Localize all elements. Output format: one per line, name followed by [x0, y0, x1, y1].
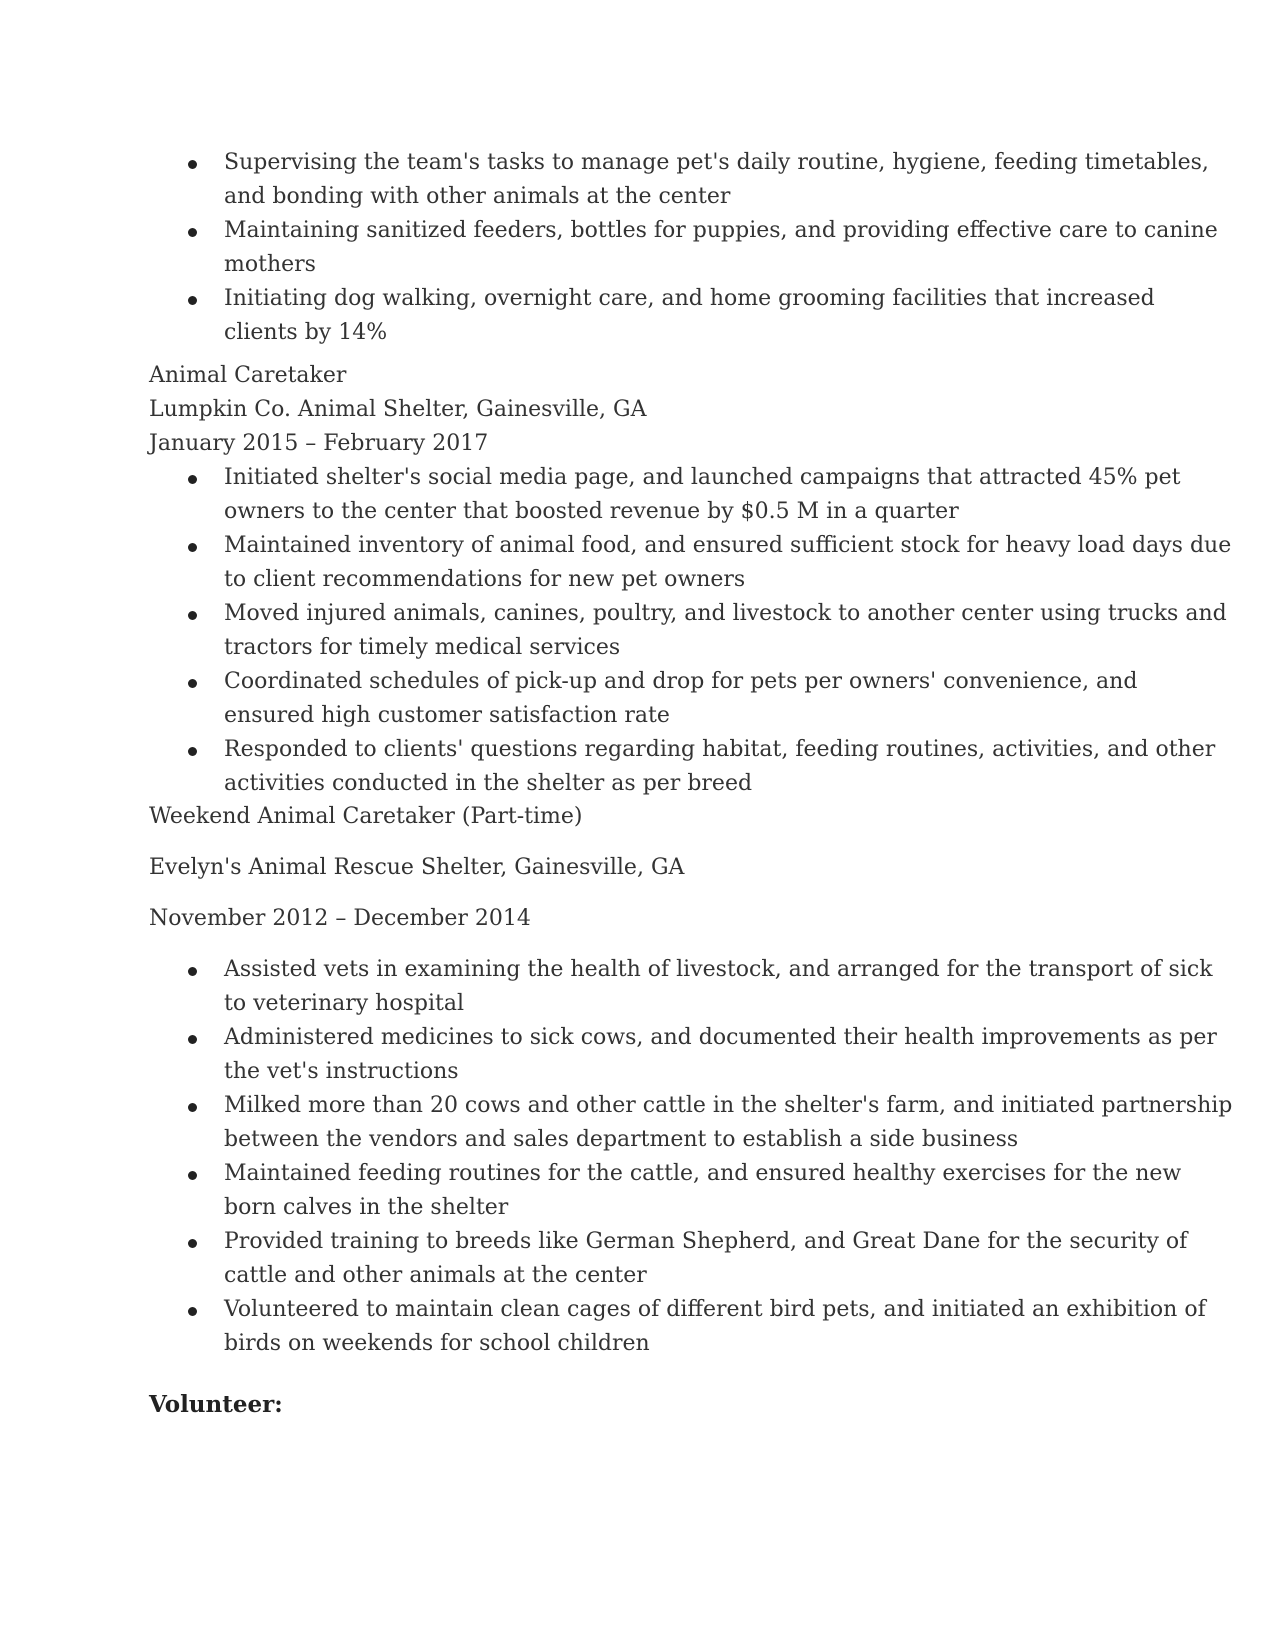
bullet-icon — [188, 747, 197, 756]
bullet-item: Initiating dog walking, overnight care, and home grooming facilities that increased clients by 14% — [149, 282, 1234, 350]
bullet-item: Provided training to breeds like German Shepherd, and Great Dane for the security of cattle and other animals at the center — [149, 1225, 1234, 1293]
job-employer-block — [149, 851, 1149, 885]
job-dates: January 2015 – February 2017 — [149, 431, 489, 456]
job-entry-animal-caretaker — [149, 359, 1232, 801]
bullet-icon — [188, 296, 197, 305]
bullet-item: Assisted vets in examining the health of livestock, and arranged for the transport of sick to veterinary hospital — [149, 953, 1234, 1021]
bullet-item: Initiated shelter's social media page, and launched campaigns that attracted 45% pet owners to the center that boosted revenue by $0.5 M in a quarter — [149, 461, 1234, 529]
job-employer: Evelyn's Animal Rescue Shelter, Gainesville, GA — [149, 855, 685, 880]
bullet-icon — [188, 967, 197, 976]
bullet-item: Coordinated schedules of pick-up and drop for pets per owners' convenience, and ensured high customer satisfaction rate — [149, 665, 1234, 733]
job-employer: Lumpkin Co. Animal Shelter, Gainesville, GA — [149, 397, 647, 422]
bullet-icon — [188, 1307, 197, 1316]
bullet-icon — [188, 1171, 197, 1180]
volunteer-section — [149, 1388, 1149, 1422]
job-bullets — [149, 461, 1232, 801]
bullet-item: Administered medicines to sick cows, and documented their health improvements as per the vet's instructions — [149, 1021, 1234, 1089]
bullet-icon — [188, 1239, 197, 1248]
job-entry-weekend-caretaker — [149, 800, 1149, 834]
bullet-icon — [188, 679, 197, 688]
bullet-icon — [188, 1103, 197, 1112]
section-heading-volunteer: Volunteer: — [149, 1391, 283, 1418]
bullet-item: Responded to clients' questions regarding habitat, feeding routines, activities, and other activities conducted in the shelter as per breed — [149, 733, 1234, 801]
bullet-item: Maintaining sanitized feeders, bottles for puppies, and providing effective care to canine mothers — [149, 214, 1234, 282]
bullet-icon — [188, 160, 197, 169]
job-bullets-weekend — [149, 953, 1233, 1361]
bullet-item: Maintained inventory of animal food, and ensured sufficient stock for heavy load days due to client recommendations for new pet owners — [149, 529, 1234, 597]
previous-job-bullets — [149, 146, 1218, 350]
job-dates: November 2012 – December 2014 — [149, 906, 531, 931]
job-title: Animal Caretaker — [149, 363, 347, 388]
bullet-icon — [188, 543, 197, 552]
bullet-icon — [188, 228, 197, 237]
bullet-icon — [188, 1035, 197, 1044]
bullet-item: Supervising the team's tasks to manage pet's daily routine, hygiene, feeding timetables, and bonding with other animals at the center — [149, 146, 1234, 214]
job-title: Weekend Animal Caretaker (Part-time) — [149, 804, 583, 829]
bullet-icon — [188, 611, 197, 620]
bullet-item: Volunteered to maintain clean cages of different bird pets, and initiated an exhibition of birds on weekends for school children — [149, 1293, 1234, 1361]
job-dates-block — [149, 902, 1149, 936]
bullet-item: Maintained feeding routines for the cattle, and ensured healthy exercises for the new born calves in the shelter — [149, 1157, 1234, 1225]
bullet-item: Moved injured animals, canines, poultry, and livestock to another center using trucks and tractors for timely medical services — [149, 597, 1234, 665]
bullet-item: Milked more than 20 cows and other cattle in the shelter's farm, and initiated partnership between the vendors and sales department to establish a side business — [149, 1089, 1234, 1157]
bullet-icon — [188, 475, 197, 484]
